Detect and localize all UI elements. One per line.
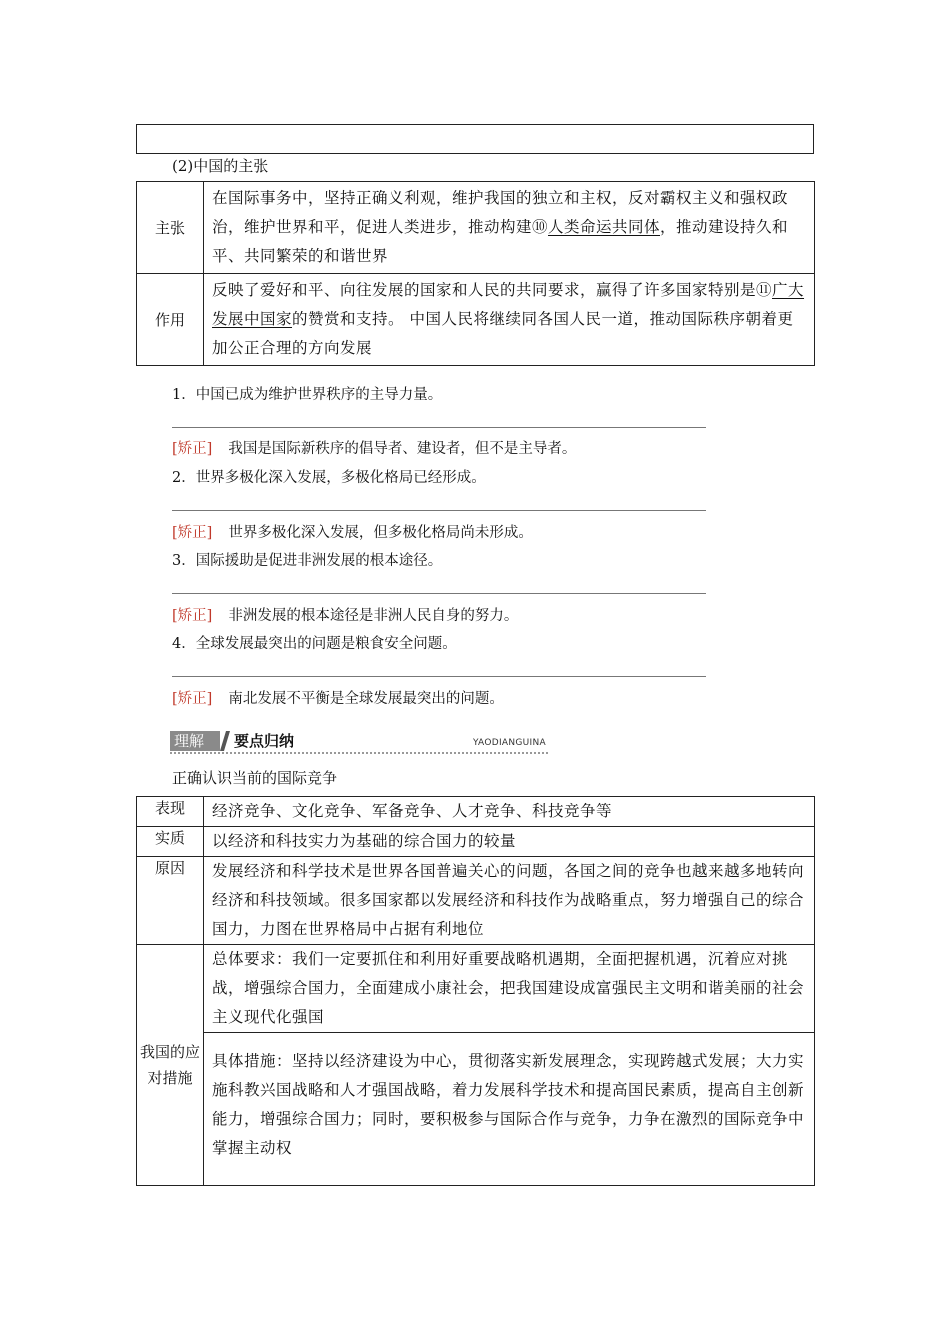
answer-underlined: 人类命运共同体: [548, 218, 661, 236]
row-label: 主张: [137, 182, 204, 274]
correction-4: [矫正] 南北发展不平衡是全球发展最突出的问题。: [172, 691, 504, 707]
china-stance-table: [136, 181, 815, 366]
banner-pinyin: YAODIANGUINA: [472, 738, 546, 748]
statement-4: 4．全球发展最突出的问题是粮食安全问题。: [172, 636, 457, 652]
row-label: 原因: [137, 857, 204, 945]
table-row: [137, 1033, 815, 1186]
statement-2: 2．世界多极化深入发展，多极化格局已经形成。: [172, 470, 486, 486]
row-text: 发展经济和科学技术是世界各国普遍关心的问题，各国之间的竞争也越来越多地转向经济和科技领域。很多国家都以发展经济和科技作为战略重点，努力增强自己的综合国力，力图在世界格局中占据有利地位: [204, 857, 815, 945]
row-label: 作用: [137, 274, 204, 366]
table-row: [137, 857, 815, 945]
banner-title: 要点归纳: [234, 732, 295, 750]
statement-3: 3．国际援助是促进非洲发展的根本途径。: [172, 553, 443, 569]
correction-tag: [矫正]: [172, 691, 213, 707]
section-title: 正确认识当前的国际竞争: [172, 769, 338, 787]
table-row: [137, 945, 815, 1033]
table-remnant-row: [136, 124, 814, 154]
overall-requirement: 总体要求：我们一定要抓住和利用好重要战略机遇期，全面把握机遇，沉着应对挑战，增强综合国力，全面建成小康社会，把我国建设成富强民主文明和谐美丽的社会主义现代化强国: [204, 945, 815, 1033]
banner-rule: [170, 752, 548, 754]
correction-tag: [矫正]: [172, 441, 213, 457]
table-row: [137, 274, 815, 366]
banner-tab: 理解: [170, 731, 220, 751]
correction-3: [矫正] 非洲发展的根本途径是非洲人民自身的努力。: [172, 608, 519, 624]
row-text: 经济竞争、文化竞争、军备竞争、人才竞争、科技竞争等: [204, 797, 815, 827]
answer-line: [172, 676, 706, 677]
row-label: 我国的应对措施: [137, 945, 204, 1186]
row-label: 实质: [137, 827, 204, 857]
section-heading: (2)中国的主张: [172, 157, 269, 175]
answer-line: [172, 593, 706, 594]
row-text: 以经济和科技实力为基础的综合国力的较量: [204, 827, 815, 857]
row-label: 表现: [137, 797, 204, 827]
correction-2: [矫正] 世界多极化深入发展，但多极化格局尚未形成。: [172, 525, 533, 541]
table-row: [137, 827, 815, 857]
row-text: 反映了爱好和平、向往发展的国家和人民的共同要求，赢得了许多国家特别是⑪广大发展中国家的赞赏和支持。 中国人民将继续同各国人民一道，推动国际秩序朝着更加公正合理的方向发展: [204, 274, 815, 366]
slash-divider-icon: [220, 731, 230, 751]
table-row: [137, 797, 815, 827]
answer-line: [172, 510, 706, 511]
correction-tag: [矫正]: [172, 608, 213, 624]
correction-tag: [矫正]: [172, 525, 213, 541]
statement-1: 1．中国已成为维护世界秩序的主导力量。: [172, 387, 443, 403]
table-row: [137, 182, 815, 274]
row-text: 在国际事务中，坚持正确义利观，维护我国的独立和主权，反对霸权主义和强权政治，维护世界和平，促进人类进步，推动构建⑩人类命运共同体，推动建设持久和平、共同繁荣的和谐世界: [204, 182, 815, 274]
section-banner: [170, 731, 548, 753]
answer-line: [172, 427, 706, 428]
correction-1: [矫正] 我国是国际新秩序的倡导者、建设者，但不是主导者。: [172, 441, 577, 457]
answer-underlined: 广大发展中国家: [212, 281, 805, 328]
competition-table: [136, 796, 815, 1186]
specific-measures: 具体措施：坚持以经济建设为中心，贯彻落实新发展理念，实现跨越式发展；大力实施科教兴国战略和人才强国战略，着力发展科学技术和提高国民素质，提高自主创新能力，增强综合国力；同时，要积极参与国际合作与竞争，力争在激烈的国际竞争中掌握主动权: [204, 1033, 815, 1186]
